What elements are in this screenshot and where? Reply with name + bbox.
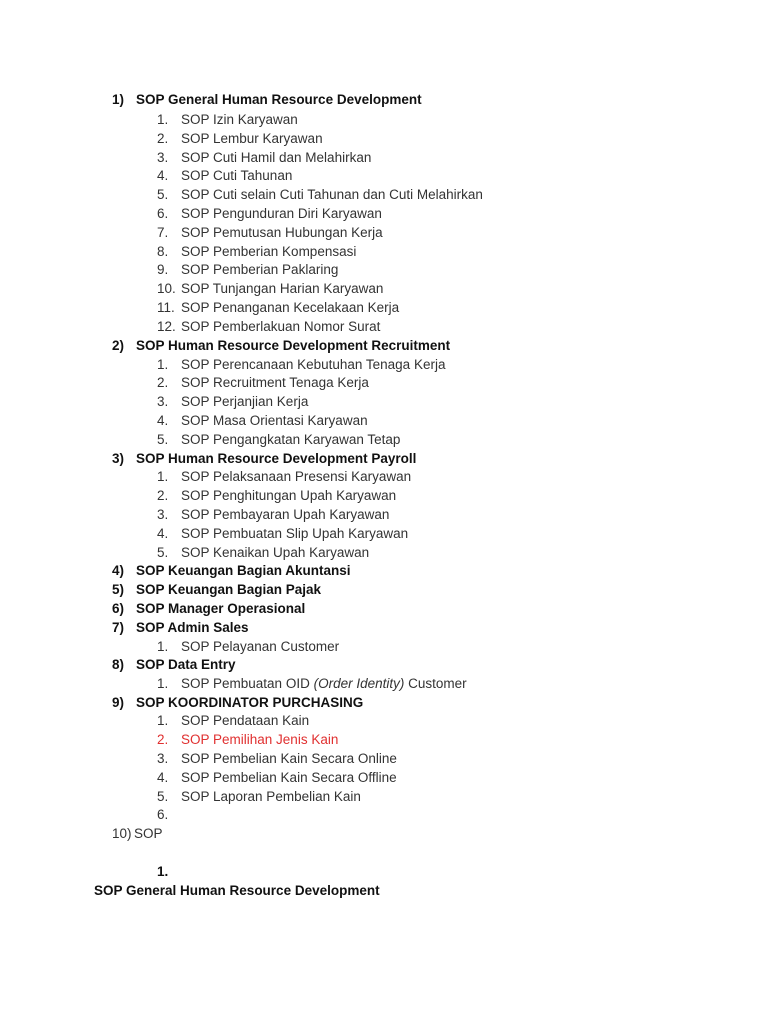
item-text: SOP Pembayaran Upah Karyawan (181, 507, 390, 522)
list-item (157, 374, 369, 392)
item-number: 2. (157, 488, 169, 503)
item-number: 2. (157, 131, 169, 146)
item-text: SOP Perencanaan Kebutuhan Tenaga Kerja (181, 357, 446, 372)
item-number: 12. (157, 319, 176, 334)
section-7-heading (112, 619, 249, 637)
list-item (157, 393, 308, 411)
item-text: SOP Kenaikan Upah Karyawan (181, 545, 370, 560)
list-item (157, 111, 298, 129)
item-text: SOP Pemilihan Jenis Kain (181, 732, 339, 747)
item-number: 8. (157, 244, 169, 259)
section-6-number: 6) (112, 601, 125, 616)
item-text: SOP Pemberlakuan Nomor Surat (181, 319, 381, 334)
item-number: 6. (157, 807, 169, 822)
section-5-number: 5) (112, 582, 125, 597)
item-text: SOP Pembuatan OID (181, 676, 310, 691)
item-text: SOP Penghitungan Upah Karyawan (181, 488, 397, 503)
item-text: SOP Cuti selain Cuti Tahunan dan Cuti Melahirkan (181, 187, 483, 202)
section-7-title: SOP Admin Sales (136, 620, 249, 635)
item-number: 1. (157, 676, 169, 691)
list-item (157, 224, 383, 242)
item-text: SOP Tunjangan Harian Karyawan (181, 281, 384, 296)
section-9-heading (112, 694, 363, 712)
section-4-title: SOP Keuangan Bagian Akuntansi (136, 563, 351, 578)
list-item (157, 675, 467, 693)
section-8-title: SOP Data Entry (136, 657, 236, 672)
item-number: 4. (157, 413, 169, 428)
section-1-heading (112, 91, 422, 109)
item-text-italic: (Order Identity) (313, 676, 405, 691)
item-number: 9. (157, 262, 169, 277)
list-item (157, 149, 371, 167)
item-number: 1. (157, 469, 169, 484)
item-text: SOP Laporan Pembelian Kain (181, 789, 361, 804)
list-item (157, 638, 339, 656)
item-text: SOP Pemutusan Hubungan Kerja (181, 225, 383, 240)
list-item-highlighted (157, 731, 338, 749)
item-number: 2. (157, 732, 169, 747)
item-text: SOP Pendataan Kain (181, 713, 310, 728)
item-text: SOP Pembuatan Slip Upah Karyawan (181, 526, 409, 541)
list-item (157, 769, 397, 787)
item-text: SOP Masa Orientasi Karyawan (181, 413, 368, 428)
list-item (157, 167, 292, 185)
item-text: SOP Pelaksanaan Presensi Karyawan (181, 469, 412, 484)
item-number: 3. (157, 394, 169, 409)
section-10-number: 10) (112, 826, 132, 841)
list-item (157, 186, 483, 204)
list-item (157, 356, 445, 374)
list-item (157, 205, 382, 223)
item-text: SOP Perjanjian Kerja (181, 394, 309, 409)
list-item-empty (157, 806, 181, 824)
section-2-title: SOP Human Resource Development Recruitment (136, 338, 451, 353)
section-8-heading (112, 656, 236, 674)
list-item (157, 788, 361, 806)
section-4-heading (112, 562, 351, 580)
item-text: SOP Pelayanan Customer (181, 639, 340, 654)
list-item (157, 750, 397, 768)
item-text: SOP Pembelian Kain Secara Online (181, 751, 397, 766)
item-number: 1. (157, 639, 169, 654)
section-2-number: 2) (112, 338, 125, 353)
item-number: 2. (157, 375, 169, 390)
item-text: SOP Lembur Karyawan (181, 131, 323, 146)
item-number: 4. (157, 770, 169, 785)
item-number: 3. (157, 150, 169, 165)
item-text: SOP Izin Karyawan (181, 112, 298, 127)
item-text-suffix: Customer (408, 676, 467, 691)
item-text: SOP Penanganan Kecelakaan Kerja (181, 300, 400, 315)
section-6-title: SOP Manager Operasional (136, 601, 306, 616)
item-text: SOP Pengunduran Diri Karyawan (181, 206, 382, 221)
list-item (157, 712, 309, 730)
item-number: 3. (157, 507, 169, 522)
list-item (157, 544, 369, 562)
section-7-number: 7) (112, 620, 125, 635)
item-number: 6. (157, 206, 169, 221)
section-3-heading (112, 450, 416, 468)
list-item (157, 280, 383, 298)
list-item (157, 261, 338, 279)
item-text: SOP Cuti Tahunan (181, 168, 293, 183)
list-item (157, 431, 400, 449)
item-text: SOP Pengangkatan Karyawan Tetap (181, 432, 401, 447)
section-5-title: SOP Keuangan Bagian Pajak (136, 582, 322, 597)
heading-number: 1. (157, 864, 169, 879)
item-number: 5. (157, 789, 169, 804)
item-text: SOP Pembelian Kain Secara Offline (181, 770, 397, 785)
item-text: SOP Pemberian Paklaring (181, 262, 339, 277)
list-item (157, 525, 408, 543)
item-number: 10. (157, 281, 176, 296)
section-10-title: SOP (134, 826, 163, 841)
list-item (157, 318, 380, 336)
page-heading: SOP General Human Resource Development (94, 883, 380, 898)
list-item (157, 506, 389, 524)
item-text: SOP Cuti Hamil dan Melahirkan (181, 150, 372, 165)
section-9-number: 9) (112, 695, 125, 710)
list-item (157, 299, 399, 317)
item-text: SOP Pemberian Kompensasi (181, 244, 357, 259)
item-number: 4. (157, 168, 169, 183)
list-item (157, 468, 411, 486)
item-text: SOP Recruitment Tenaga Kerja (181, 375, 369, 390)
section-1-title: SOP General Human Resource Development (136, 92, 422, 107)
section-4-number: 4) (112, 563, 125, 578)
item-number: 4. (157, 526, 169, 541)
section-5-heading (112, 581, 321, 599)
item-number: 1. (157, 713, 169, 728)
item-number: 7. (157, 225, 169, 240)
section-6-heading (112, 600, 305, 618)
item-number: 5. (157, 187, 169, 202)
item-number: 1. (157, 112, 169, 127)
item-number: 5. (157, 432, 169, 447)
section-3-number: 3) (112, 451, 125, 466)
section-1-number: 1) (112, 92, 125, 107)
item-number: 1. (157, 357, 169, 372)
section-9-title: SOP KOORDINATOR PURCHASING (136, 695, 364, 710)
section-10-heading (112, 825, 163, 843)
list-item (157, 243, 356, 261)
section-8-number: 8) (112, 657, 125, 672)
list-item (157, 487, 396, 505)
item-number: 3. (157, 751, 169, 766)
item-number: 11. (157, 300, 175, 315)
list-item (157, 130, 323, 148)
section-3-title: SOP Human Resource Development Payroll (136, 451, 417, 466)
section-2-heading (112, 337, 450, 355)
item-number: 5. (157, 545, 169, 560)
list-item (157, 412, 368, 430)
